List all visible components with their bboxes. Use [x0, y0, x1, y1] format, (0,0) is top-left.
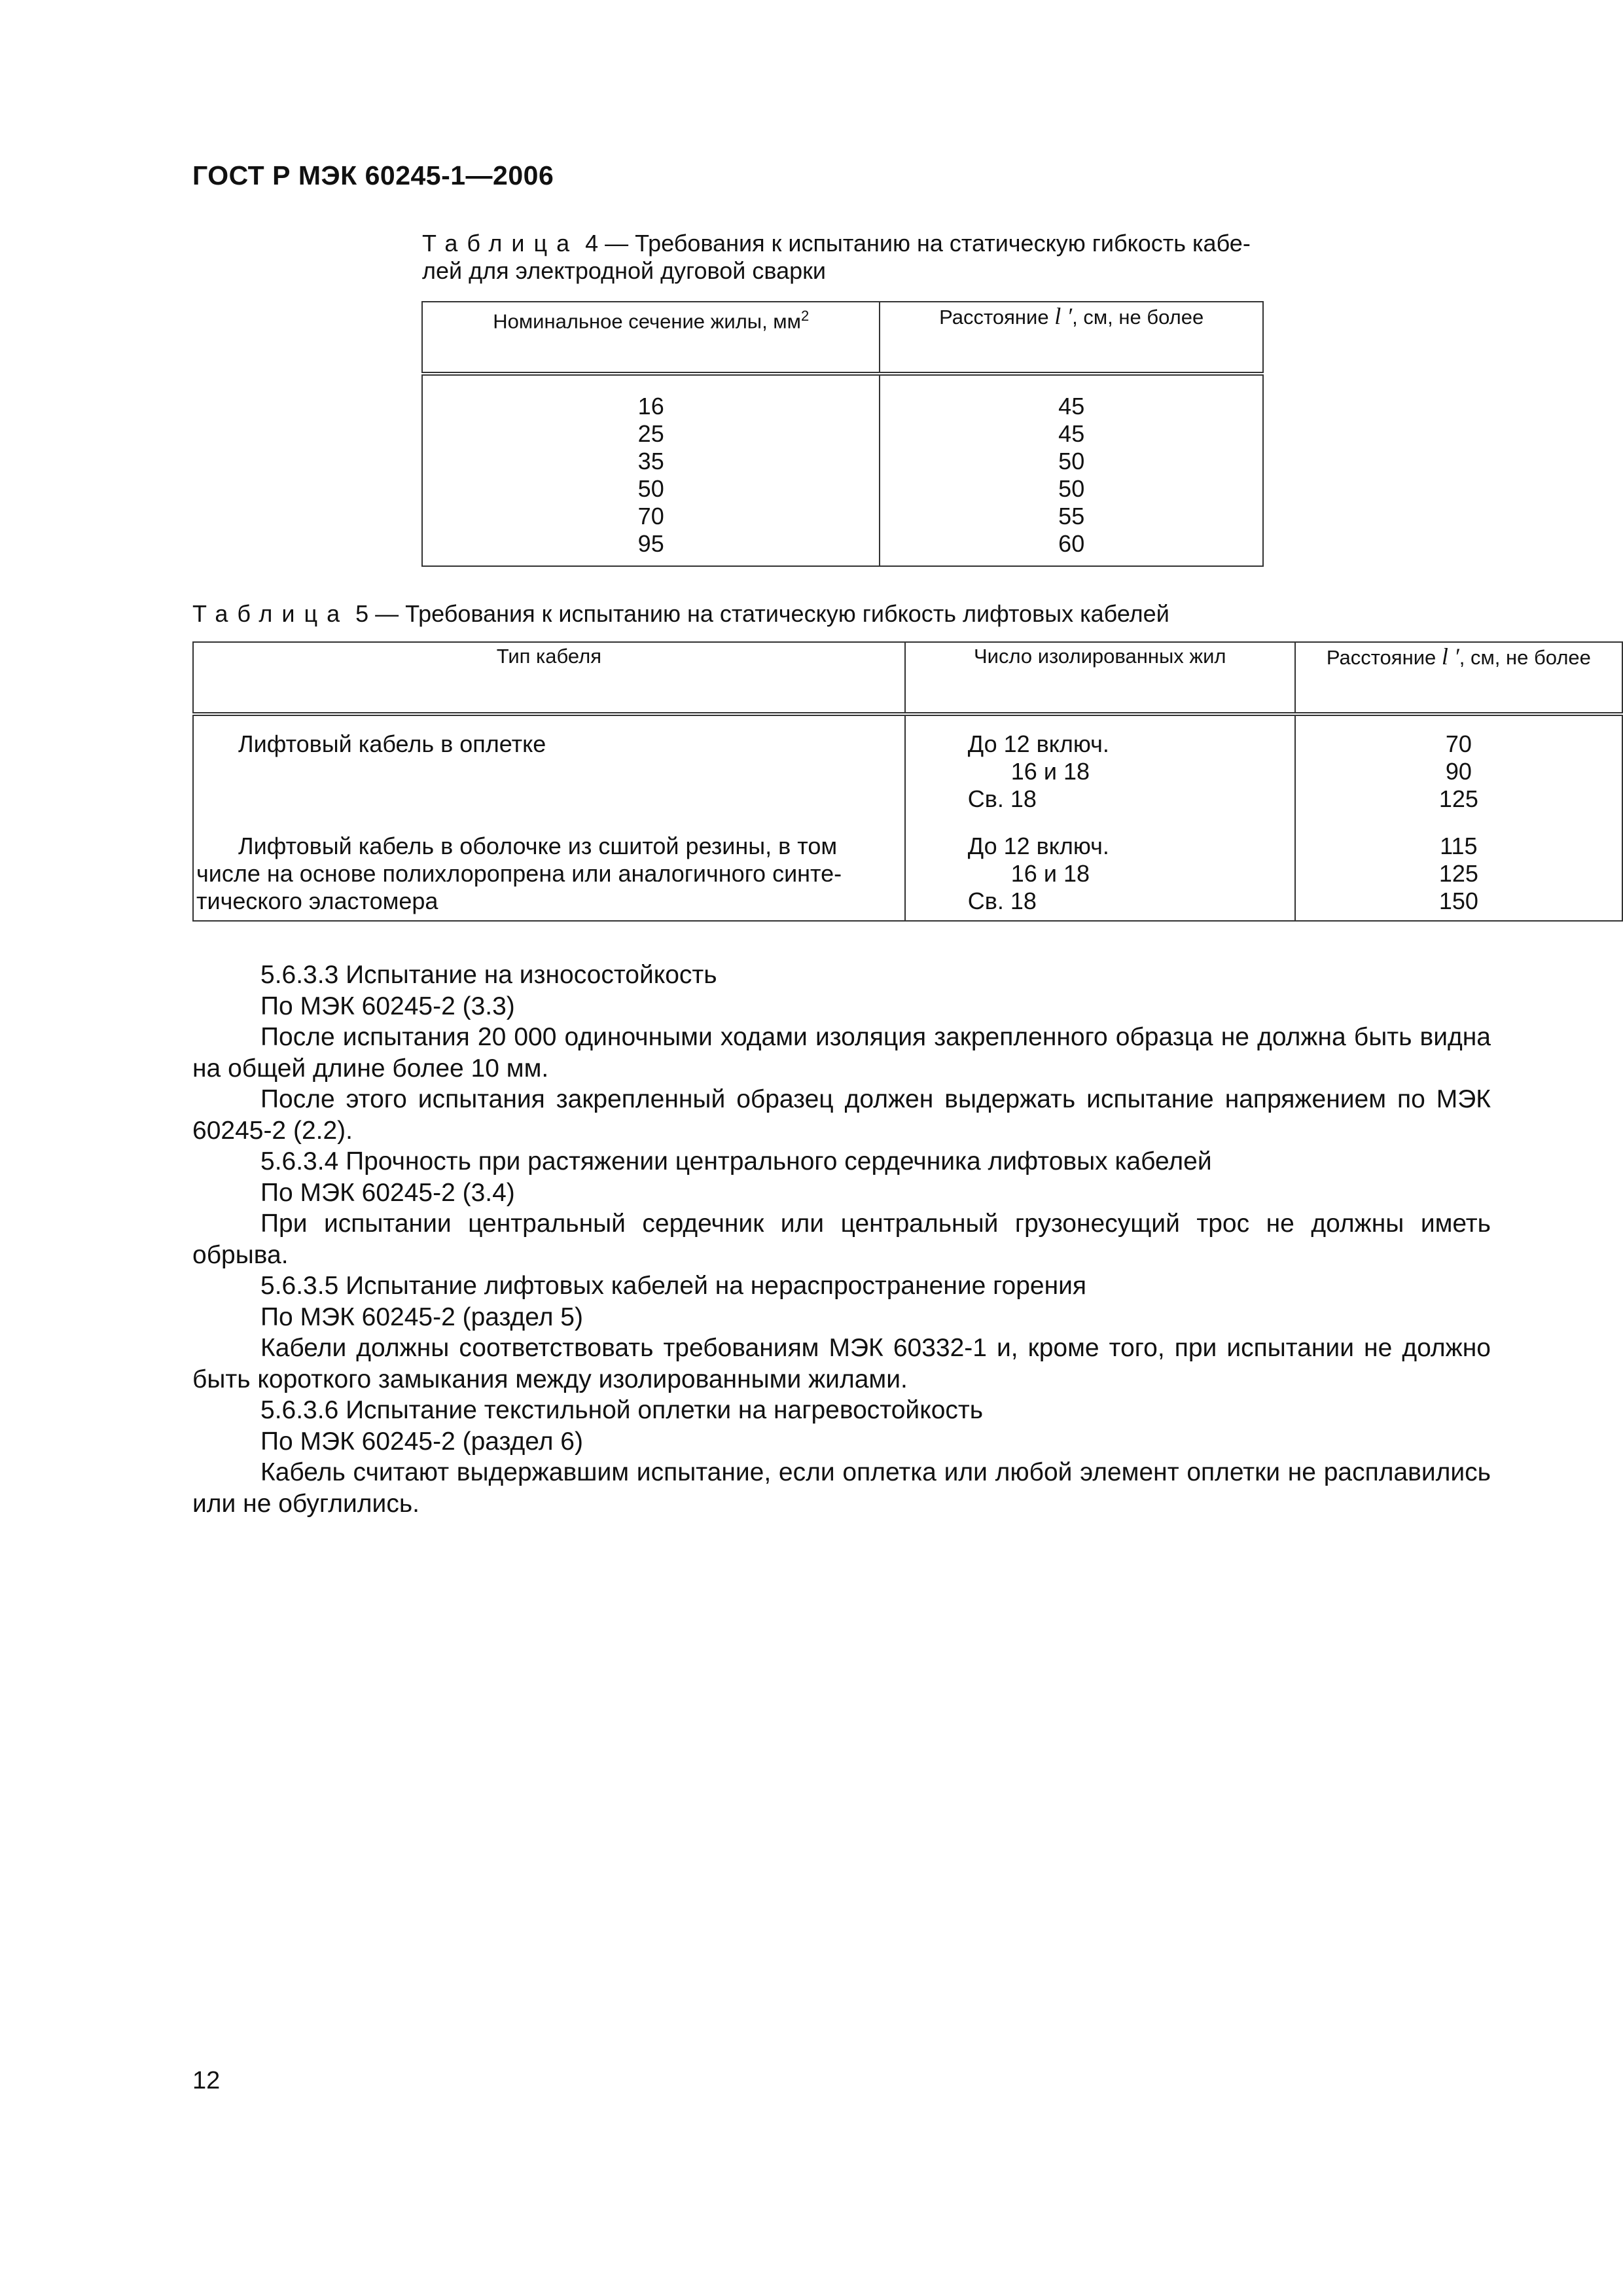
table4-section-value: 35 — [637, 448, 664, 475]
table4-header-section-sup: 2 — [800, 308, 810, 324]
table5-count-value: 16 и 18 — [1010, 860, 1090, 887]
table5-header-distance — [1295, 642, 1622, 714]
table4-header-distance-var: l ′ — [1054, 303, 1073, 329]
body-paragraph: При испытании центральный сердечник или центральный грузонесущий трос не должны иметь обрыва. — [192, 1210, 1491, 1269]
table4-distance-value: 50 — [1058, 448, 1085, 475]
table4 — [421, 301, 1264, 567]
page-number: 12 — [192, 2067, 221, 2094]
table4-section-value: 95 — [637, 530, 664, 557]
table5-distance-value: 115 — [1440, 833, 1478, 859]
table5-body-row — [193, 714, 1622, 921]
body-paragraph: После этого испытания закрепленный образец должен выдержать испытание напряжением по МЭК 60245-2 (2.2). — [192, 1085, 1491, 1145]
section-heading-5-6-3-6: 5.6.3.6 Испытание текстильной оплетки на нагревостойкость — [260, 1396, 984, 1424]
section-heading-5-6-3-4: 5.6.3.4 Прочность при растяжении центрального сердечника лифтовых кабелей — [260, 1147, 1212, 1175]
table5-count-value: До 12 включ. — [967, 730, 1109, 757]
table5-count-value: Св. 18 — [967, 785, 1037, 812]
table4-caption — [422, 230, 1266, 285]
table4-distance-value: 45 — [1058, 393, 1085, 420]
reference-paragraph: По МЭК 60245-2 (3.4) — [260, 1178, 515, 1207]
table5-distance-value: 90 — [1445, 758, 1472, 785]
body-paragraph: После испытания 20 000 одиночными ходами изоляция закрепленного образца не должна быть видна на общей длине более 10 мм. — [192, 1023, 1491, 1083]
table5-distance-value: 125 — [1438, 785, 1478, 812]
table5-caption — [192, 600, 1305, 628]
table4-caption-label: Таблица — [422, 230, 579, 257]
table5-type-braided: Лифтовый кабель в оплетке — [238, 730, 546, 757]
table4-header-distance — [880, 302, 1263, 374]
table4-distance-value: 55 — [1058, 503, 1085, 529]
table5-caption-text: 5 — Требования к испытанию на статическую гибкость лифтовых кабелей — [349, 600, 1169, 627]
document-header: ГОСТ Р МЭК 60245-1—2006 — [192, 160, 554, 190]
table5-count-cell — [905, 714, 1295, 921]
body-paragraph: Кабели должны соответствовать требованиям МЭК 60332-1 и, кроме того, при испытании не должно быть короткого замыкания между изолированными жилами. — [192, 1334, 1491, 1393]
table4-distance-value: 60 — [1058, 530, 1085, 557]
table5-type-rubber-line: числе на основе полихлоропрена или аналогичного синте- — [196, 860, 842, 887]
table4-section-value: 50 — [637, 475, 664, 502]
table4-header-section-text: Номинальное сечение жилы, мм — [493, 310, 801, 333]
table5-header-type: Тип кабеля — [193, 642, 905, 714]
table5-type-cell — [193, 714, 905, 921]
table5-header-count: Число изолированных жил — [905, 642, 1295, 714]
table4-distance-value: 45 — [1058, 420, 1085, 447]
table5-count-value: До 12 включ. — [967, 833, 1109, 859]
table5-caption-label: Таблица — [192, 600, 349, 627]
table5-distance-value: 150 — [1438, 888, 1478, 914]
table4-section-value: 25 — [637, 420, 664, 447]
reference-paragraph: По МЭК 60245-2 (3.3) — [260, 992, 515, 1020]
section-heading-5-6-3-3: 5.6.3.3 Испытание на износостойкость — [260, 961, 717, 989]
table5-header-row — [193, 642, 1622, 714]
body-text — [192, 960, 1491, 1519]
table4-distance-value: 50 — [1058, 475, 1085, 502]
table5-distance-cell — [1295, 714, 1622, 921]
table5-count-value: Св. 18 — [967, 888, 1037, 914]
table4-sections-cell — [422, 374, 880, 566]
table4-header-section — [422, 302, 880, 374]
table5-header-distance-pre: Расстояние — [1326, 646, 1442, 669]
table4-header-distance-pre: Расстояние — [939, 306, 1055, 329]
table5-type-rubber — [194, 833, 904, 915]
reference-paragraph: По МЭК 60245-2 (раздел 6) — [260, 1427, 583, 1456]
table4-section-value: 16 — [637, 393, 664, 420]
table4-body-row — [422, 374, 1263, 566]
reference-paragraph: По МЭК 60245-2 (раздел 5) — [260, 1302, 583, 1331]
table5-distance-value: 125 — [1438, 860, 1478, 887]
table4-header-distance-post: , см, не более — [1072, 306, 1204, 329]
table4-section-value: 70 — [637, 503, 664, 529]
table5-type-rubber-line: тического эластомера — [196, 888, 438, 914]
table4-distances-cell — [880, 374, 1263, 566]
table4-caption-text: 4 — Требования к испытанию на статическую гибкость кабе-лей для электродной дуговой сварки — [422, 230, 1251, 284]
section-heading-5-6-3-5: 5.6.3.5 Испытание лифтовых кабелей на нераспространение горения — [260, 1272, 1087, 1300]
table5 — [192, 641, 1623, 922]
table5-count-value: 16 и 18 — [1010, 758, 1090, 785]
table5-type-rubber-line: Лифтовый кабель в оболочке из сшитой резины, в том — [238, 833, 838, 859]
body-paragraph: Кабель считают выдержавшим испытание, если оплетка или любой элемент оплетки не расплавились или не обуглились. — [192, 1458, 1491, 1518]
table4-header-row — [422, 302, 1263, 374]
table5-distance-value: 70 — [1445, 730, 1472, 757]
table5-header-distance-post: , см, не более — [1459, 646, 1591, 669]
table5-header-distance-var: l ′ — [1441, 643, 1459, 670]
